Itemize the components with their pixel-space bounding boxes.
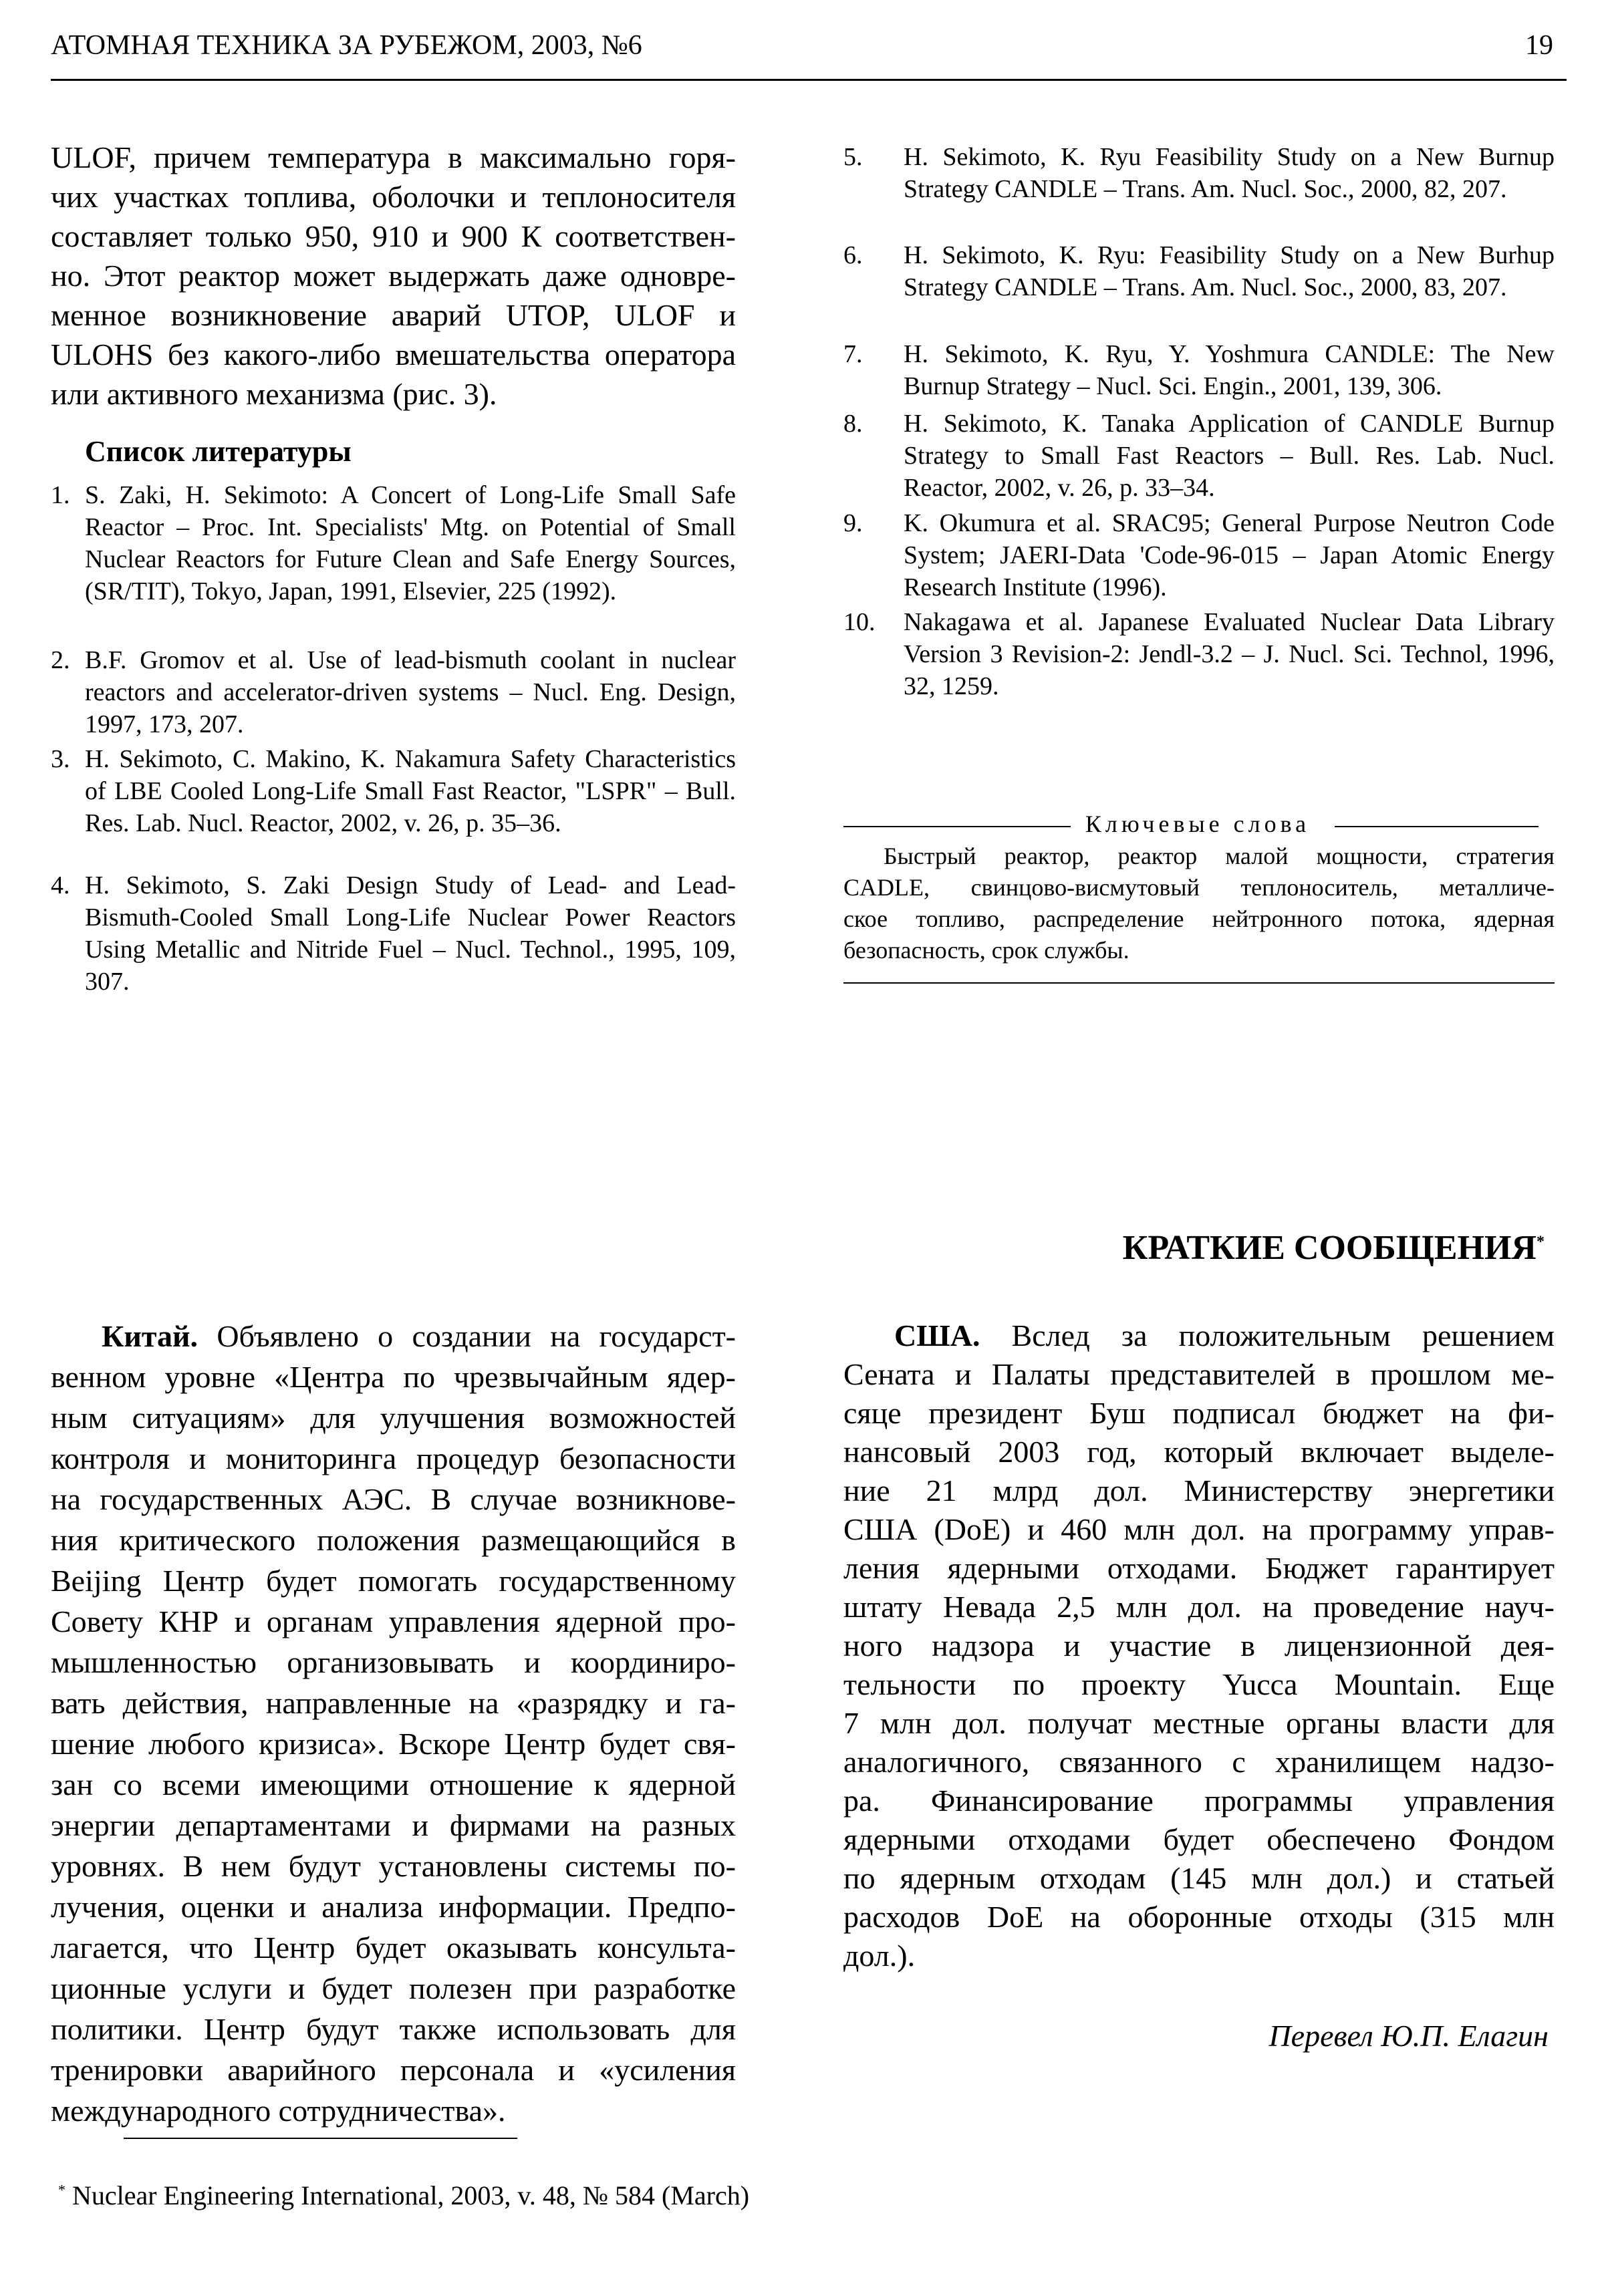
reference-number: 9. [843,509,863,537]
text-line: Beijing Центр будет помогать государственному [51,1564,736,1598]
text-line: Быстрый реактор, реактор малой мощности, стратегия [884,843,1555,869]
reference-number: 7. [843,340,863,368]
text-line: но. Этот реактор может выдержать даже одновре- [51,259,736,293]
text-line: ного надзора и участие в лицензионной дея- [843,1628,1555,1663]
reference-text: H. Sekimoto, K. Ryu, Y. Yoshmura CANDLE: The New Burnup Strategy – Nucl. Sci. Engin., 2001, 139, 306. [904,340,1555,400]
text-line: по ядерным отходам (145 млн дол.) и статьей [843,1861,1555,1895]
intro-paragraph [51,138,736,414]
text-line: уровнях. В нем будут установлены системы по- [51,1849,736,1883]
text-line: ления ядерными отходами. Бюджет гарантирует [843,1551,1555,1585]
text-line: ядерными отходами будет обеспечено Фондом [843,1822,1555,1856]
keywords-rule-right [1335,826,1539,827]
news-section-title: КРАТКИЕ СООБЩЕНИЯ* [1122,1229,1545,1267]
reference-text: H. Sekimoto, K. Ryu Feasibility Study on a New Burnup Strategy CANDLE – Trans. Am. Nucl. Soc., 2000, 82, 207. [904,143,1555,203]
text-line: ра. Финансирование программы управления [843,1783,1555,1818]
text-line: или активного механизма (рис. 3). [51,377,497,411]
news-usa [843,1316,1555,1975]
translator-credit: Перевел Ю.П. Елагин [1268,2019,1549,2053]
keywords-bottom-rule [843,982,1555,984]
text-line: контроля и мониторинга процедур безопасности [51,1441,736,1475]
text-line: чих участках топлива, оболочки и теплоносителя [51,180,736,214]
reference-number: 1. [51,481,70,509]
text-line: тренировки аварийного персонала и «усиления [51,2053,736,2087]
text-line: шение любого кризиса». Вскоре Центр будет свя- [51,1727,736,1761]
reference-number: 6. [843,241,863,269]
lead-word: Китай. [102,1319,198,1353]
text-line: штату Невада 2,5 млн дол. на проведение науч- [843,1590,1555,1624]
footnote-text: Nuclear Engineering International, 2003, v. 48, № 584 (March) [72,2180,750,2210]
page-number: 19 [1525,30,1553,61]
text-line: нансовый 2003 год, который включает выделе- [843,1435,1555,1469]
reference-text: H. Sekimoto, K. Tanaka Application of CANDLE Burnup Strategy to Small Fast Reactors – Bull. Res. Lab. Nucl. Reactor, 2002, v. 26, p. 33–34. [904,410,1555,502]
text-line: лучения, оценки и анализа информации. Предпо- [51,1890,736,1924]
references-title: Список литературы [85,435,352,468]
reference-text: H. Sekimoto, K. Ryu: Feasibility Study on a New Burhup Strategy CANDLE – Trans. Am. Nucl. Soc., 2000, 83, 207. [904,241,1555,301]
text-line: венном уровне «Центра по чрезвычайным ядер- [51,1360,736,1394]
reference-text: H. Sekimoto, C. Makino, K. Nakamura Safety Characteristics of LBE Cooled Long-Life Small Fast Reactor, "LSPR" – Bull. Res. Lab. Nucl. Reactor, 2002, v. 26, p. 35–36. [85,745,736,837]
text-line: ным ситуациям» для улучшения возможностей [51,1401,736,1435]
text-line: Совету КНР и органам управления ядерной про- [51,1604,736,1638]
text-line: США (DoE) и 460 млн дол. на программу управ- [843,1512,1555,1546]
reference-number: 8. [843,410,863,438]
text-line: безопасность, срок службы. [843,937,1129,964]
text-line: ния критического положения размещающийся в [51,1523,736,1557]
news-china [51,1316,736,2131]
text-line: зан со всеми имеющими отношение к ядерной [51,1767,736,1802]
text-line: дол.). [843,1939,916,1973]
text-line: США. Вслед за положительным решением [894,1318,1555,1352]
reference-number: 4. [51,871,70,899]
text-line: ское топливо, распределение нейтронного потока, ядерная [843,905,1555,932]
text-line: международного сотрудничества». [51,2094,506,2128]
text-line: энергии департаментами и фирмами на разных [51,1808,736,1842]
text-line: сяце президент Буш подписал бюджет на фи- [843,1396,1555,1430]
text-line: Сената и Палаты представителей в прошлом ме- [843,1357,1555,1391]
lead-word: США. [894,1318,980,1352]
reference-text: K. Okumura et al. SRAC95; General Purpose Neutron Code System; JAERI-Data 'Code-96-015 – Japan Atomic Energy Research Institute (1996). [904,509,1555,601]
text-line: тельности по проекту Yucca Mountain. Еще [843,1667,1555,1701]
text-line: ние 21 млрд дол. Министерству энергетики [843,1473,1555,1508]
reference-number: 5. [843,143,863,171]
reference-number: 2. [51,646,70,674]
text-line: ULOHS без какого-либо вмешательства оператора [51,337,736,372]
journal-title: АТОМНАЯ ТЕХНИКА ЗА РУБЕЖОМ, 2003, №6 [51,30,642,61]
keywords-header [843,810,1555,842]
text-line: вать действия, направленные на «разрядку и га- [51,1686,736,1720]
text-line: расходов DoE на оборонные отходы (315 млн [843,1900,1555,1934]
footnote: * Nuclear Engineering International, 2003, v. 48, № 584 (March) [58,2180,750,2210]
text-line: политики. Центр будут также использовать для [51,2012,736,2046]
reference-text: B.F. Gromov et al. Use of lead-bismuth coolant in nuclear reactors and accelerator-driven systems – Nucl. Eng. Design, 1997, 173, 207. [85,646,736,738]
text-line: ULOF, причем температура в максимально горя- [51,140,736,174]
footnote-marker: * [1536,1233,1545,1251]
text-line: мышленностью организовывать и координиро- [51,1645,736,1679]
keywords-title: Ключевые слова [1085,811,1311,837]
header-rule [51,79,1567,81]
text-line: CADLE, свинцово-висмутовый теплоноситель, металличе- [843,874,1555,901]
keywords-text [843,841,1555,966]
text-line: 7 млн дол. получат местные органы власти для [843,1706,1555,1740]
reference-text: H. Sekimoto, S. Zaki Design Study of Lead- and Lead-Bismuth-Cooled Small Long-Life Nuclear Power Reactors Using Metallic and Nitride Fuel – Nucl. Technol., 1995, 109, 307. [85,871,736,996]
reference-text: S. Zaki, H. Sekimoto: A Concert of Long-Life Small Safe Reactor – Proc. Int. Specialists' Mtg. on Potential of Small Nuclear Reactors for Future Clean and Safe Energy Sources, (SR/TIT), Tokyo, Japan, 1991, Elsevier, 225 (1992). [85,481,736,605]
footnote-rule [124,2138,517,2139]
reference-number: 3. [51,745,70,773]
text-line: лагается, что Центр будет оказывать консульта- [51,1930,736,1965]
text-line: составляет только 950, 910 и 900 К соответствен- [51,219,736,253]
reference-text: Nakagawa et al. Japanese Evaluated Nuclear Data Library Version 3 Revision-2: Jendl-3.2 – J. Nucl. Sci. Technol, 1996, 32, 1259. [904,608,1555,700]
keywords-rule-left [843,826,1071,827]
text-line: аналогичного, связанного с хранилищем надзо- [843,1745,1555,1779]
reference-number: 10. [843,608,876,636]
text-line: менное возникновение аварий UTOP, ULOF и [51,298,736,332]
text-line: Китай. Объявлено о создании на государст- [102,1319,736,1353]
text-line: ционные услуги и будет полезен при разработке [51,1971,736,2005]
text-line: на государственных АЭС. В случае возникнове- [51,1482,736,1516]
